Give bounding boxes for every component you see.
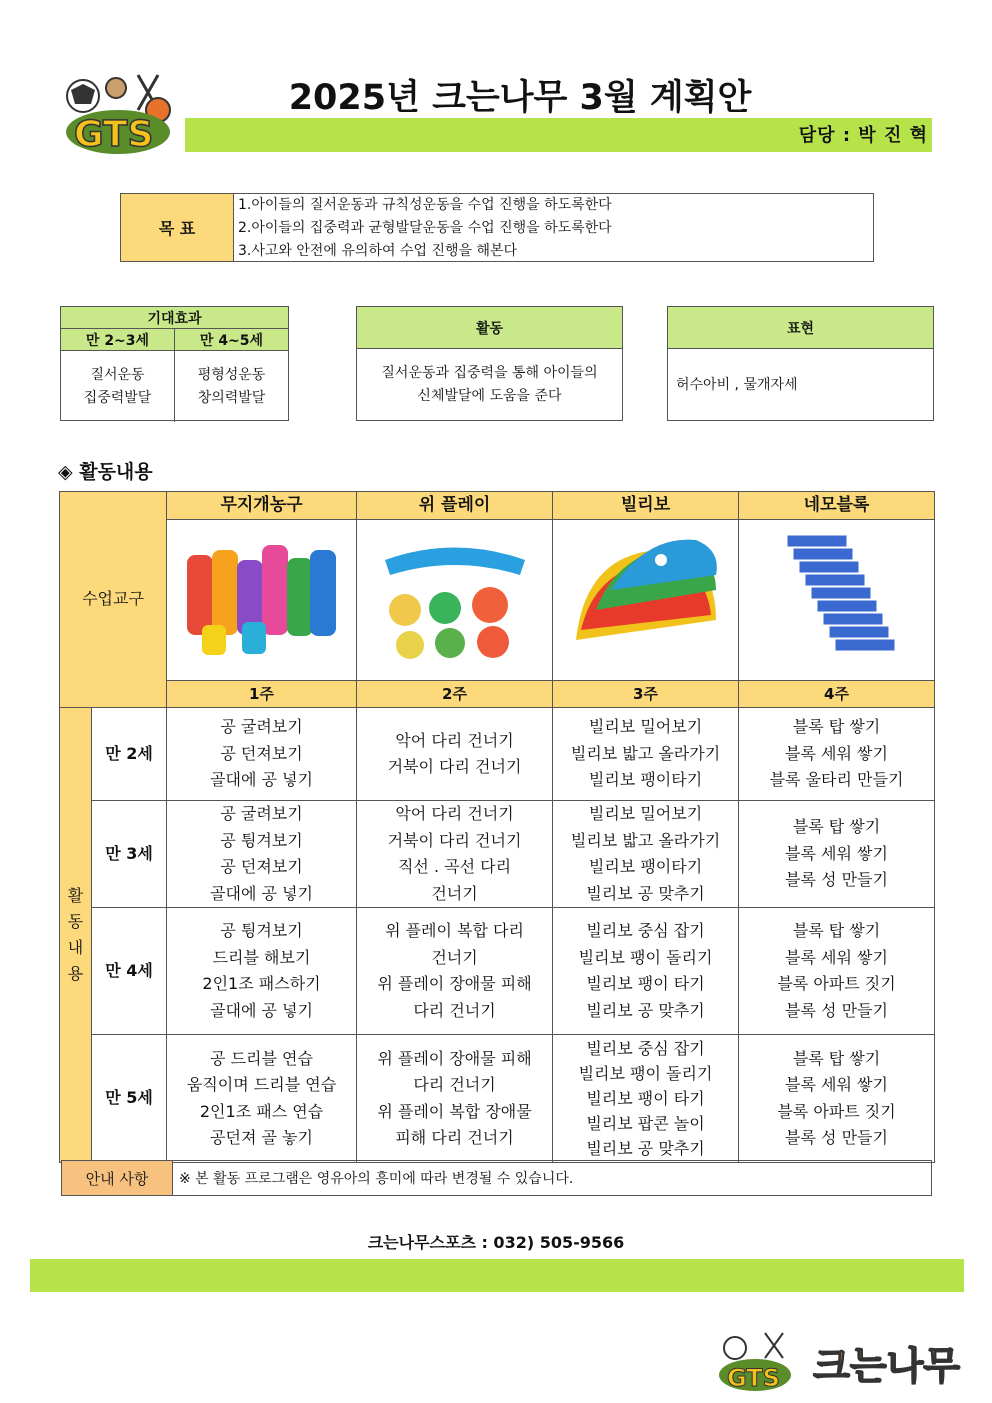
activity-cell: 블록 탑 쌓기 블록 세워 쌓기 블록 아파트 짓기 블록 성 만들기	[739, 1035, 935, 1163]
week-label: 1주	[167, 680, 357, 708]
activity-cell: 공 드리블 연습 움직이며 드리블 연습 2인1조 패스 연습 공던져 골 놓기	[167, 1035, 357, 1163]
activity-text: 질서운동과 집중력을 통해 아이들의 신체발달에 도움을 준다	[381, 365, 598, 404]
age-label: 만 4세	[92, 908, 167, 1035]
activity-cell: 공 굴려보기 공 던져보기 골대에 공 넣기	[167, 708, 357, 801]
activity-box	[356, 306, 623, 421]
footer-bar	[30, 1259, 964, 1292]
week-label: 2주	[357, 680, 553, 708]
effects-col2-head: 만 4~5세	[199, 332, 264, 349]
notice-text: ※ 본 활동 프로그램은 영유아의 흥미에 따라 변경될 수 있습니다.	[179, 1171, 574, 1187]
activity-title: 활동	[357, 307, 622, 349]
footer-contact: 크는나무스포츠 : 032) 505-9566	[367, 1233, 625, 1252]
activity-cell: 공 굴려보기 공 튕겨보기 공 던져보기 골대에 공 넣기	[167, 801, 357, 908]
notice-box	[61, 1160, 932, 1196]
activity-cell: 블록 탑 쌓기 블록 세워 쌓기 블록 울타리 만들기	[739, 708, 935, 801]
goal-item: 2.아이들의 집중력과 균형발달운동을 수업 진행을 하도록한다	[238, 220, 612, 236]
expression-box	[667, 306, 934, 421]
week-label: 4주	[739, 680, 935, 708]
activity-cell: 빌리보 밀어보기 빌리보 밟고 올라가기 빌리보 팽이타기 빌리보 공 맞추기	[553, 801, 739, 908]
nemo-block-image	[739, 519, 935, 680]
activity-label: 활 동 내 용	[60, 708, 92, 1163]
section-title: ◈ 활동내용	[58, 461, 153, 483]
equipment-name: 네모블록	[739, 492, 935, 520]
activity-cell: 빌리보 중심 잡기 빌리보 팽이 돌리기 빌리보 팽이 타기 빌리보 공 맞추기	[553, 908, 739, 1035]
age-label: 만 2세	[92, 708, 167, 801]
bilibo-image	[553, 519, 739, 680]
we-play-image	[357, 519, 553, 680]
effects-box	[60, 306, 289, 421]
expression-title: 표현	[668, 307, 933, 349]
activity-cell: 위 플레이 장애물 피해 다리 건너기 위 플레이 복합 장애물 피해 다리 건너기	[357, 1035, 553, 1163]
equipment-name: 무지개농구	[167, 492, 357, 520]
notice-label: 안내 사항	[62, 1161, 173, 1195]
page-title: 2025년 크는나무 3월 계획안	[288, 78, 752, 118]
activity-cell: 블록 탑 쌓기 블록 세워 쌓기 블록 성 만들기	[739, 801, 935, 908]
activity-cell: 악어 다리 건너기 거북이 다리 건너기 직선 . 곡선 다리 건너기	[357, 801, 553, 908]
activity-cell: 빌리보 중심 잡기 빌리보 팽이 돌리기 빌리보 팽이 타기 빌리보 팝콘 놀이 빌리보 공 맞추기	[553, 1035, 739, 1163]
equipment-name: 빌리보	[553, 492, 739, 520]
rainbow-basket-image	[167, 519, 357, 680]
effects-col2: 평형성운동 창의력발달	[197, 366, 266, 406]
manager-label: 담당 : 박 진 혁	[798, 125, 928, 146]
goal-items	[234, 194, 873, 261]
effects-title: 기대효과	[61, 307, 288, 329]
expression-text: 허수아비 , 물개자세	[676, 376, 798, 393]
svg-text:GTS: GTS	[727, 1364, 780, 1392]
activity-table	[59, 491, 935, 1163]
svg-text:GTS: GTS	[74, 114, 154, 155]
activity-cell: 악어 다리 건너기 거북이 다리 건너기	[357, 708, 553, 801]
footer-logo	[715, 1330, 795, 1395]
goal-label: 목 표	[121, 194, 234, 261]
activity-cell: 빌리보 밀어보기 빌리보 밟고 올라가기 빌리보 팽이타기	[553, 708, 739, 801]
equipment-label: 수업교구	[60, 492, 167, 708]
gts-logo	[58, 70, 178, 162]
goal-table	[120, 193, 874, 262]
equipment-name: 위 플레이	[357, 492, 553, 520]
week-label: 3주	[553, 680, 739, 708]
age-label: 만 5세	[92, 1035, 167, 1163]
goal-item: 1.아이들의 질서운동과 규칙성운동을 수업 진행을 하도록한다	[238, 197, 612, 213]
goal-item: 3.사고와 안전에 유의하여 수업 진행을 해본다	[238, 243, 518, 259]
activity-cell: 블록 탑 쌓기 블록 세워 쌓기 블록 아파트 짓기 블록 성 만들기	[739, 908, 935, 1035]
effects-col1: 질서운동 집중력발달	[61, 351, 175, 422]
effects-col1-head: 만 2~3세	[61, 329, 175, 350]
activity-cell: 위 플레이 복합 다리 건너기 위 플레이 장애물 피해 다리 건너기	[357, 908, 553, 1035]
footer-brand: 크는나무	[813, 1344, 960, 1388]
age-label: 만 3세	[92, 801, 167, 908]
activity-cell: 공 튕겨보기 드리블 해보기 2인1조 패스하기 골대에 공 넣기	[167, 908, 357, 1035]
